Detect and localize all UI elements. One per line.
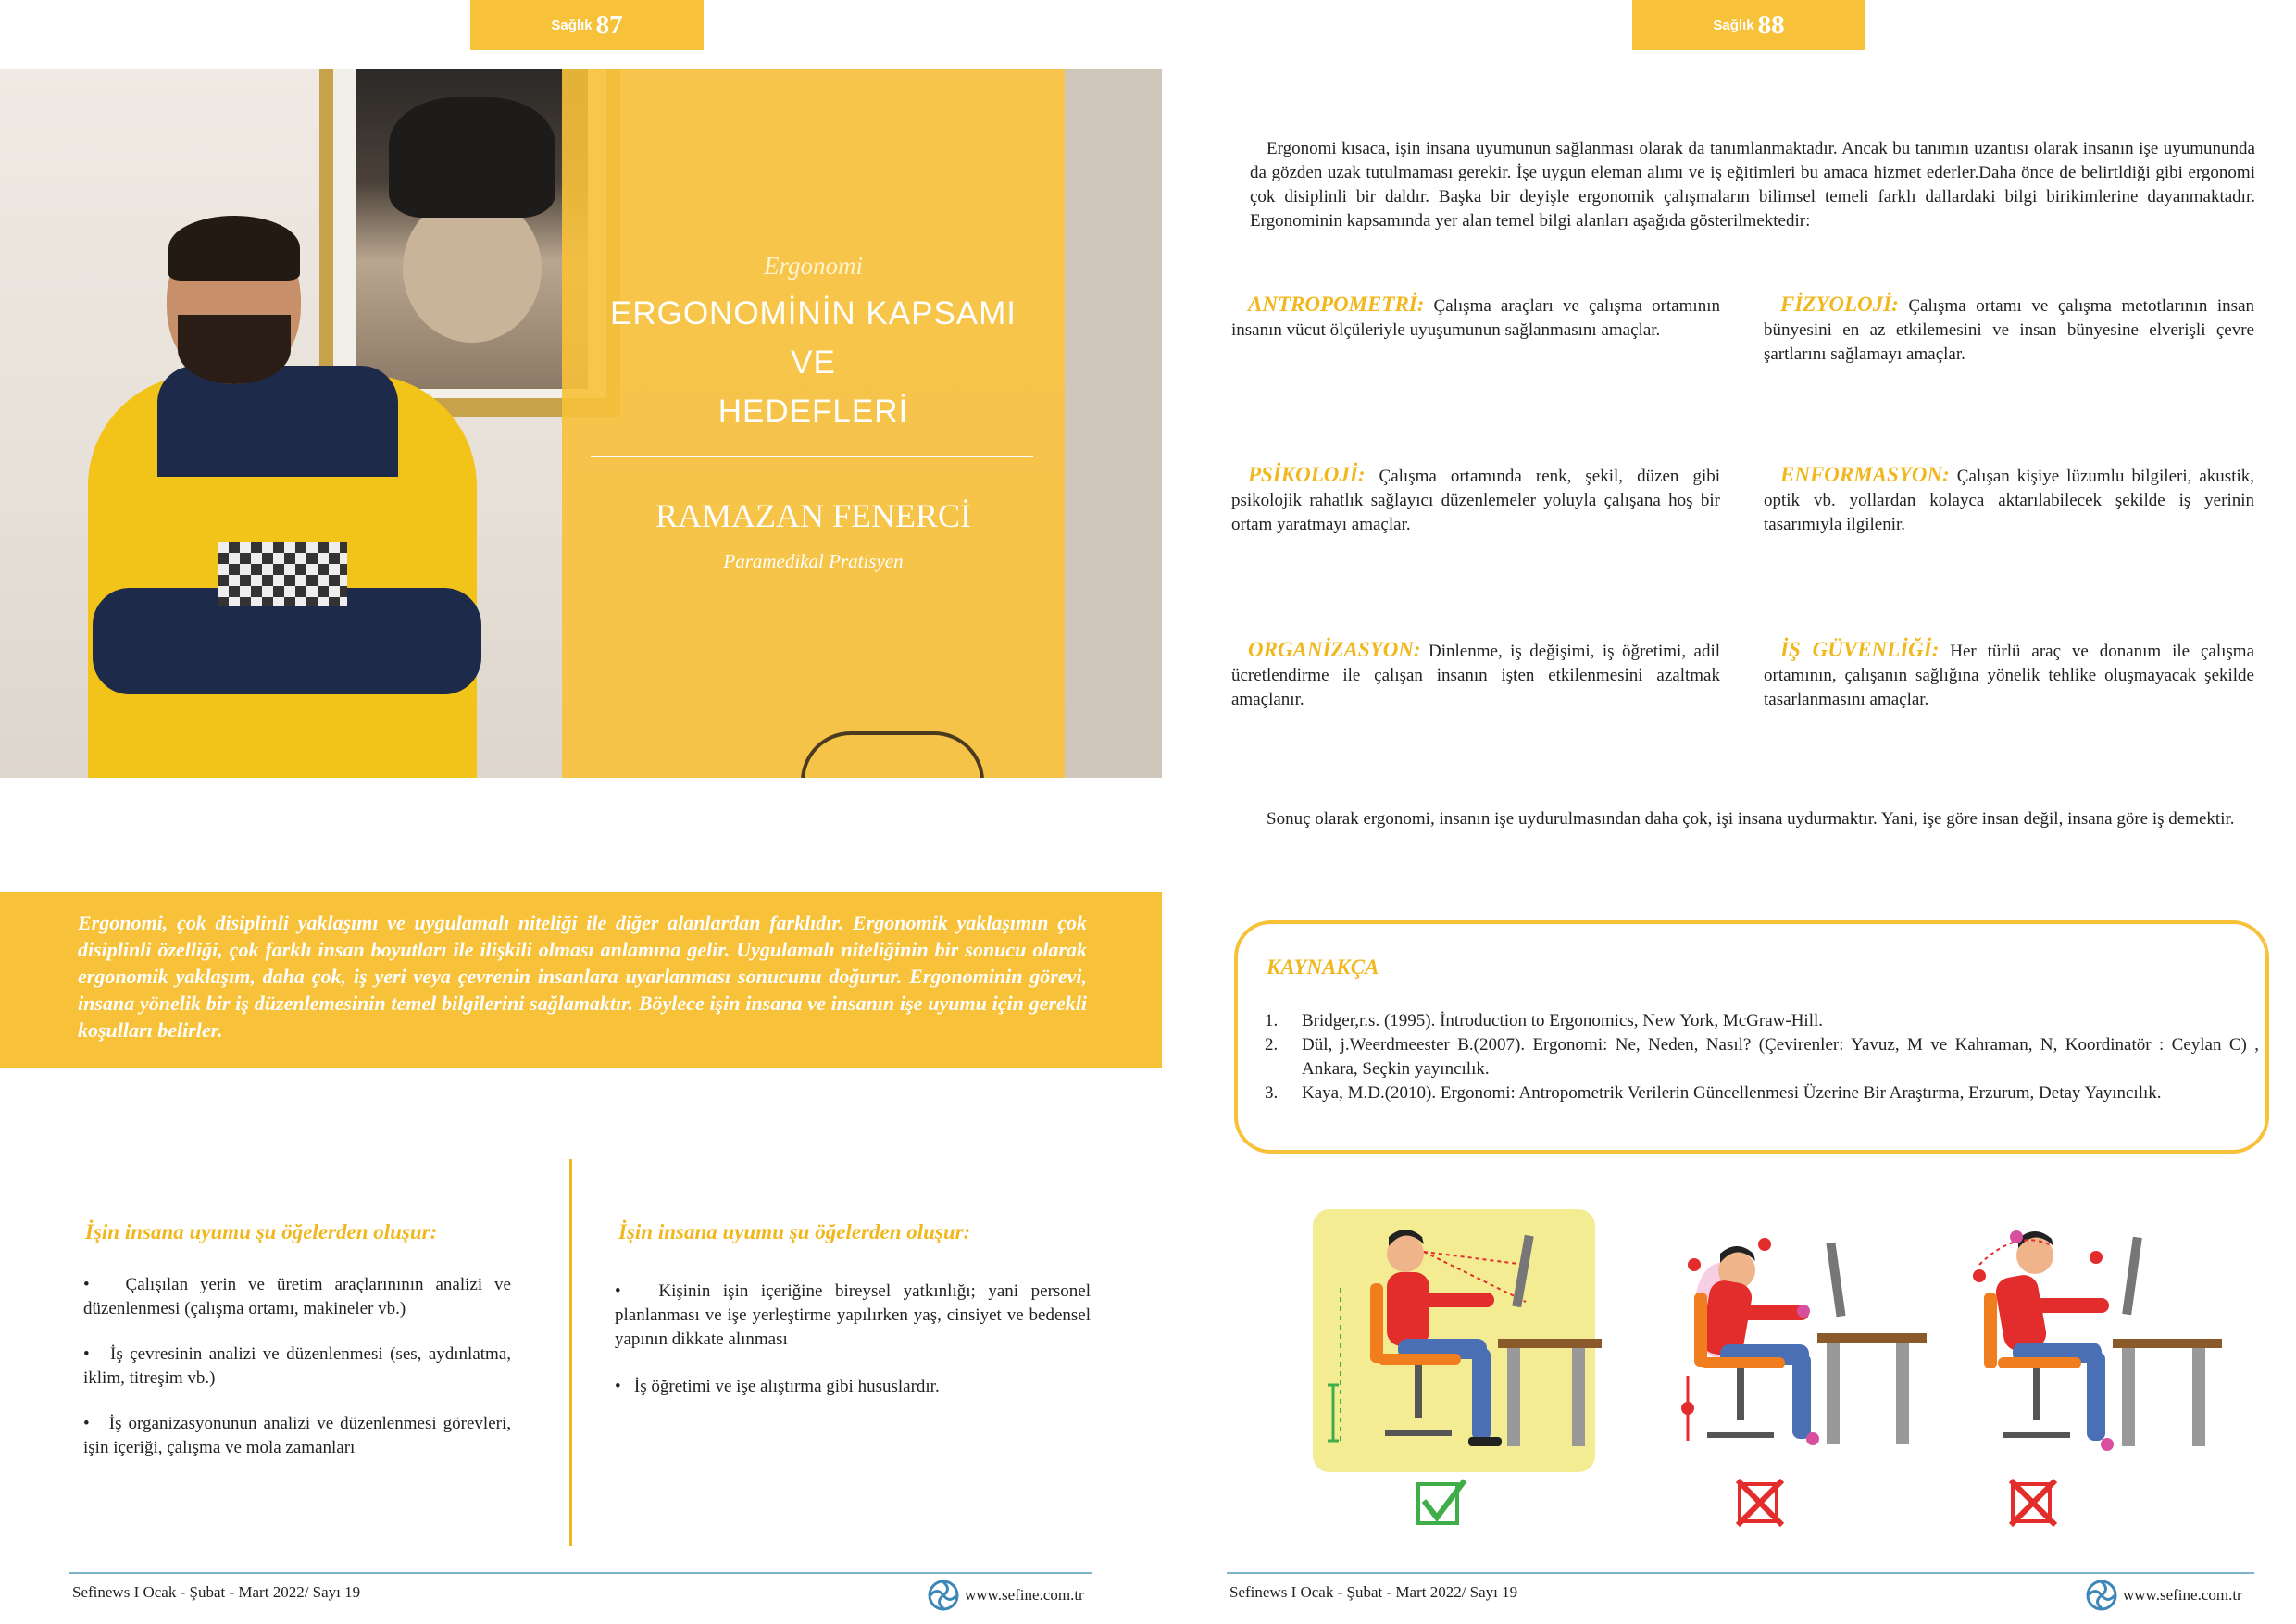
cross-icon [2007,1477,2061,1529]
area-label: PSİKOLOJİ: [1248,463,1366,486]
footer-url[interactable]: www.sefine.com.tr [2123,1586,2242,1604]
reference-item: 3. Kaya, M.D.(2010). Ergonomi: Antropometrik Verilerin Güncellenmesi Üzerine Bir Araştırma, Erzurum, Detay Yayıncılık. [1265,1083,2162,1103]
footer-rule [69,1572,1092,1574]
cross-icon [1734,1477,1788,1529]
area-enformasyon [1764,463,2254,537]
reference-item: 2. Dül, j.Weerdmeester B.(2007). Ergonomi: Ne, Neden, Nasıl? (Çevirenler: Yavuz, M ve Kahraman, N, Koordinatör : Ceylan C) , Ankara, Seçkin yayıncılık. [1265,1035,2259,1079]
footer-issue: Sefinews I Ocak - Şubat - Mart 2022/ Sayı 19 [1229,1583,1518,1601]
area-label: ORGANİZASYON: [1248,638,1421,661]
section-label: Sağlık [551,17,593,33]
author-name: RAMAZAN FENERCİ [655,497,971,534]
article-title-line-3: HEDEFLERİ [718,394,909,430]
column-1-heading: İşin insana uyumu şu öğelerden oluşur: [85,1220,438,1243]
references-title: KAYNAKÇA [1267,956,1379,979]
area-label: FİZYOLOJİ: [1780,293,1899,316]
correct-posture-figure [1328,1230,1602,1446]
area-label: İŞ GÜVENLİĞİ: [1780,638,1940,661]
page-number: 88 [1757,9,1785,40]
footer-url[interactable]: www.sefine.com.tr [965,1586,1084,1604]
footer-rule [1227,1572,2254,1574]
page-tab-right [1632,0,1866,50]
article-title [562,289,1065,436]
list-item: • Çalışılan yerin ve üretim araçlarınının analizi ve düzenlenmesi (çalışma ortamı, makineler vb.) [83,1275,511,1318]
list-item: • İş öğretimi ve işe alıştırma gibi hususlardır. [615,1377,940,1396]
sefine-logo-icon [2086,1580,2117,1611]
area-antropometri [1231,293,1720,343]
list-item: • İş organizasyonunun analizi ve düzenlenmesi görevleri, işin içeriği, çalışma ve mola zamanları [83,1414,511,1457]
sefine-logo-icon [928,1580,959,1611]
page-tab-left [470,0,704,50]
footer-issue: Sefinews I Ocak - Şubat - Mart 2022/ Sayı 19 [72,1583,361,1601]
footer-site[interactable] [928,1580,1084,1611]
slouching-posture-figure [1681,1238,1927,1445]
footer-site[interactable] [2086,1580,2242,1611]
check-icon [1415,1477,1468,1529]
conclusion-paragraph: Sonuç olarak ergonomi, insanın işe uydurulmasından daha çok, işi insana uydurmaktır. Yani, işe göre insan değil, insana göre iş demektir. [1267,809,2235,829]
area-text: Çalışan kişiye lüzumlu bilgileri, akustik, optik vb. yollardan kolayca aktarılabilecek şekilde iş yerinin tasarımıyla ilgilenir. [1764,467,2255,534]
area-is-guvenligi [1764,638,2254,712]
area-organizasyon [1231,638,1720,712]
area-text: Çalışma ortamında renk, şekil, düzen gibi psikolojik rahatlık sağlayıcı düzenlemeler yoluyla çalışana hoş bir ortam yaratmayı amaçlar. [1231,467,1721,534]
area-text: Dinlenme, iş değişimi, iş öğretimi, adil ücretlendirme ile çalışan insanın işten etkilenmesini azaltmak amaçlanır. [1231,642,1721,709]
area-text: Her türlü araç ve donanım ile çalışma ortamının, çalışanın sağlığına yönelik tehlike oluşmayacak şekilde tasarlanmasını amaçlar. [1764,642,2254,709]
title-divider [591,456,1033,457]
article-title-line-2: VE [791,344,836,381]
article-title-line-1: ERGONOMİNİN KAPSAMI [609,295,1017,331]
author-role: Paramedikal Pratisyen [723,550,904,572]
area-label: ENFORMASYON: [1780,463,1950,486]
leaning-posture-figure [1973,1230,2222,1451]
intro-paragraph: Ergonomi kısaca, işin insana uyumunun sağlanması olarak da tanımlanmaktadır. Ancak bu tanımın uzantısı olarak insanın işe uyumununda da gözden uzak tutulmaması gerekir. İşe uygun eleman alımı ve iş eğitimleri bu amaca hizmet ederler.Daha önce de belirtldiği gibi ergonomi çok disiplinli bir daldır. Başka bir deyişle ergonomik çalışmaların bilimsel temeli farklı dallardaki bilgi birikimlerine dayanmaktadır. Ergonominin kapsamında yer alan temel bilgi alanları aşağıda gösterilmektedir: [1250,139,2255,231]
column-divider [569,1159,572,1546]
hero-kicker: Ergonomi [764,252,863,280]
area-label: ANTROPOMETRİ: [1248,293,1425,316]
area-fizyoloji [1764,293,2254,367]
page-number: 87 [595,9,623,40]
references-list [1265,1009,2259,1106]
section-label: Sağlık [1713,17,1754,33]
reference-item: 1. Bridger,r.s. (1995). İntroduction to Ergonomics, New York, McGraw-Hill. [1265,1011,1824,1031]
area-psikoloji [1231,463,1720,537]
list-item: • Kişinin işin içeriğine bireysel yatkınlığı; yani personel planlanması ve işe yerleştirme yapılırken yaş, cinsiyet ve bedensel yapının dikkate alınması [615,1281,1091,1349]
area-text: Çalışma ortamı ve çalışma metotlarının insan bünyesini en az etkilemesini ve insan bünyesine elverişli çevre şartlarını sağlamayı amaçlar. [1764,296,2254,364]
area-text: Çalışma araçları ve çalışma ortamının insanın vücut ölçüleriyle uyuşumunun sağlanmasını amaçlar. [1231,296,1720,340]
pull-quote: Ergonomi, çok disiplinli yaklaşımı ve uygulamalı niteliği ile diğer alanlardan farklıdır. Ergonomik yaklaşımın çok disiplinli özelliği, çok farklı insan boyutları ile ilişkili olması anlamına gelir. Uygulamalı niteliğinin bir sonucu olarak ergonomik yaklaşım, daha çok, iş yeri veya çevrenin insanlara uyarlanması sonucunu doğurur. Ergonominin görevi, insana yönelik bir iş düzenlemesinin temel bilgilerini sağlamaktır. Böylece işin insana ve insanın işe uyumu için gerekli koşulları belirler. [78,911,1087,1042]
column-2-heading: İşin insana uyumu şu öğelerden oluşur: [618,1220,971,1243]
list-item: • İş çevresinin analizi ve düzenlenmesi (ses, aydınlatma, iklim, titreşim vb.) [83,1344,512,1388]
